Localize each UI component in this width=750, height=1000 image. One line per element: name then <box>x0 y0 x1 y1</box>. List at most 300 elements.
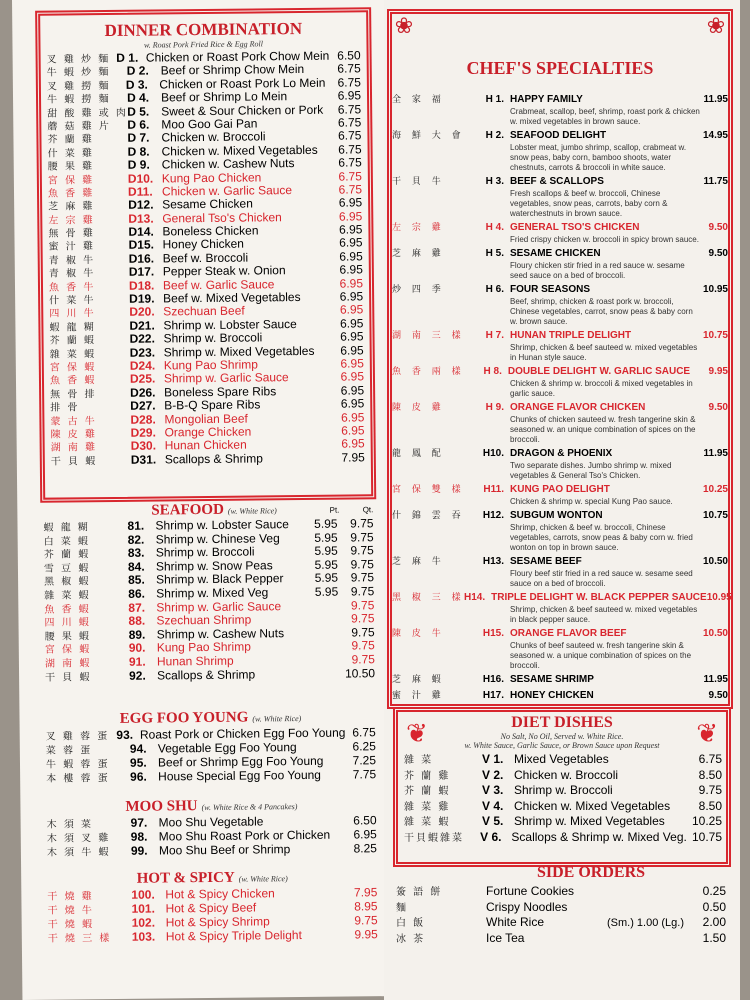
price-pint: 5.95 <box>314 516 338 531</box>
item-name: Sesame Chicken <box>162 196 253 212</box>
item-name: BEEF & SCALLOPS <box>510 176 604 187</box>
specialty-item <box>392 365 728 399</box>
item-name: Moo Goo Gai Pan <box>161 116 258 132</box>
item-price: 6.95 <box>340 409 365 425</box>
item-name: Chicken w. Mixed Vegetables <box>161 142 318 159</box>
chinese-name: 湖 南 三 樣 <box>392 331 465 341</box>
item-description: Shrimp, chicken & beef sauteed w. mixed vegetables in Hunan style sauce. <box>510 343 698 362</box>
item-name: Chicken or Roast Pork Lo Mein <box>159 75 326 92</box>
item-price: 14.95 <box>702 130 728 141</box>
item-price: 8.50 <box>698 798 722 813</box>
chinese-name: 蜜 汁 雞 <box>48 241 96 254</box>
seafood-subtitle: (w. White Rice) <box>227 506 277 516</box>
item-code: D17. <box>128 264 155 280</box>
item-code: 96. <box>130 769 147 784</box>
item-name: B-B-Q Spare Ribs <box>164 397 261 413</box>
specialty-item <box>392 509 728 553</box>
specialty-item <box>392 627 728 671</box>
item-price: 0.25 <box>702 884 726 898</box>
side-title: SIDE ORDERS <box>536 864 646 881</box>
item-price: 6.75 <box>352 725 376 740</box>
item-price: 10.75 <box>691 829 722 844</box>
item-name: Beef w. Mixed Vegetables <box>163 290 301 306</box>
item-name: Shrimp w. Lobster Sauce <box>163 316 297 333</box>
chinese-name: 冰 茶 <box>396 933 426 945</box>
chinese-name: 腰 果 雞 <box>47 161 95 173</box>
item-code: D10. <box>127 171 154 186</box>
item-name: SESAME SHRIMP <box>510 674 594 685</box>
item-price: 9.75 <box>354 913 378 928</box>
chinese-name: 宮 保 蝦 <box>44 644 92 657</box>
item-name: Moo Shu Roast Pork or Chicken <box>158 827 331 844</box>
price-quart: 9.75 <box>351 624 375 640</box>
item-name: GENERAL TSO'S CHICKEN <box>510 222 640 233</box>
specialty-header <box>392 591 732 605</box>
specialty-header <box>392 509 728 523</box>
item-price: 10.50 <box>702 556 728 567</box>
chinese-name: 叉 雞 撈 麵 <box>46 80 111 93</box>
item-code: 83. <box>127 545 145 561</box>
item-price: 6.50 <box>337 48 361 63</box>
hot-list <box>47 885 378 944</box>
item-code: D19. <box>129 291 155 306</box>
item-description: Chunks of chicken sauteed w. fresh tangerine skin & seasoned w. an unique combination of spices on the broccoli. <box>510 415 696 444</box>
chef-specialties-box <box>390 12 730 706</box>
diet-dishes-box <box>396 710 728 864</box>
item-name: DOUBLE DELIGHT W. GARLIC SAUCE <box>507 366 691 377</box>
chinese-name: 木 須 牛 蝦 <box>46 847 111 859</box>
item-code: D13. <box>128 211 154 226</box>
chinese-name: 菜 蓉 蛋 <box>45 745 93 757</box>
chinese-name: 雜 菜 蝦 <box>404 817 451 828</box>
item-description: Two separate dishes. Jumbo shrimp w. mixed vegetables & General Tso's Chicken. <box>510 461 672 480</box>
item-price: 6.95 <box>338 195 363 210</box>
item-price: 9.95 <box>708 366 728 377</box>
chinese-name: 木 須 菜 <box>46 819 94 831</box>
item-code: D30. <box>130 438 157 454</box>
item-code: D 5. <box>127 104 150 119</box>
specialty-header <box>392 447 728 461</box>
item-price: 6.95 <box>339 316 364 331</box>
item-name: Chicken w. Broccoli <box>161 129 266 145</box>
item-name: Shrimp w. Garlic Sauce <box>163 370 289 386</box>
menu-item-row <box>404 799 722 815</box>
item-price: 6.95 <box>340 329 364 344</box>
item-code: H16. <box>482 674 504 685</box>
item-price: 10.25 <box>691 814 722 828</box>
price-quart: 10.50 <box>344 665 376 681</box>
chinese-name: 簽 語 餅 <box>396 887 443 898</box>
item-code: 86. <box>128 586 145 601</box>
chinese-name: 宮 保 雙 樣 <box>392 485 465 495</box>
item-code: 100. <box>131 887 155 902</box>
item-code: H17. <box>482 690 504 701</box>
specialty-item <box>392 93 728 127</box>
item-description: Chicken & shrimp w. special Kung Pao sauce. <box>510 497 673 506</box>
item-code: H14. <box>464 592 486 603</box>
item-code: D28. <box>130 412 156 427</box>
item-name: SESAME CHICKEN <box>510 248 601 259</box>
item-name: Pepper Steak w. Onion <box>162 263 286 279</box>
item-price: 8.50 <box>698 767 722 782</box>
mooshu-title: MOO SHU <box>125 798 198 815</box>
item-price: 0.50 <box>702 899 726 914</box>
hot-section <box>47 868 378 944</box>
chinese-name: 雜 菜 雞 <box>404 801 451 813</box>
chinese-name: 干 燒 三 樣 <box>47 933 112 945</box>
item-price: 6.95 <box>340 369 365 384</box>
specialty-item <box>392 673 728 687</box>
item-description: Beef, shrimp, chicken & roast pork w. broccoli, Chinese vegetables, carrot, snow peas & baby corn w. brown sauce. <box>510 297 693 326</box>
chinese-name: 牛 蝦 蓉 蛋 <box>45 759 110 771</box>
item-price: 6.95 <box>338 222 363 237</box>
chinese-name: 陳 皮 牛 <box>392 629 445 639</box>
chinese-name: 魚 香 蝦 <box>44 603 91 616</box>
egg-subtitle: (w. White Rice) <box>252 714 302 724</box>
item-description: Chicken & shrimp w. broccoli & mixed vegetables in garlic sauce. <box>510 379 693 398</box>
item-code: 91. <box>128 654 146 669</box>
item-name: Mongolian Beef <box>164 411 248 426</box>
specialty-item <box>392 175 728 219</box>
chinese-name: 宮 保 蝦 <box>49 362 97 374</box>
item-price: 6.75 <box>337 75 361 90</box>
item-price: 6.95 <box>339 249 363 264</box>
seafood-section <box>43 500 375 684</box>
side-list <box>396 884 726 946</box>
item-price: 6.95 <box>340 383 365 398</box>
item-name: Mixed Vegetables <box>514 752 609 766</box>
item-name: Orange Chicken <box>164 424 252 440</box>
item-code: D24. <box>129 358 156 373</box>
price-quart: 9.75 <box>350 516 374 531</box>
item-name: Shrimp w. Mixed Vegetables <box>163 343 315 360</box>
chinese-name: 木 須 叉 雞 <box>46 833 111 845</box>
item-name: Shrimp w. Black Pepper <box>156 571 284 587</box>
price-quart: 9.75 <box>350 597 375 613</box>
hot-title: HOT & SPICY <box>136 869 235 887</box>
item-price: 11.95 <box>703 674 728 685</box>
specialty-header <box>392 365 728 379</box>
item-price: 6.75 <box>338 155 362 170</box>
chinese-name: 無 骨 雞 <box>48 228 95 240</box>
chinese-name: 黑 椒 蝦 <box>44 576 91 589</box>
item-description: Shrimp, chicken & beef sauteed w. mixed vegetables in black pepper sauce. <box>510 605 698 624</box>
chinese-name: 宮 保 雞 <box>47 174 95 187</box>
chinese-name: 芝 麻 蝦 <box>392 675 445 685</box>
chinese-name: 什 錦 雲 吞 <box>392 511 465 521</box>
price-pint: 5.95 <box>314 570 339 586</box>
chinese-name: 青 椒 牛 <box>48 255 96 267</box>
chinese-name: 黑 椒 三 樣 <box>392 593 465 603</box>
specialty-header <box>392 627 728 641</box>
item-name: TRIPLE DELIGHT W. BLACK PEPPER SAUCE <box>491 592 707 603</box>
price-quart: 9.75 <box>350 584 375 599</box>
specialty-item <box>392 329 728 363</box>
chinese-name: 芥 蘭 雞 <box>404 770 451 782</box>
item-price: 10.75 <box>702 510 728 521</box>
item-name: HAPPY FAMILY <box>510 94 583 105</box>
chinese-name: 什 菜 牛 <box>49 295 96 307</box>
specialty-header <box>392 129 728 143</box>
item-code: H10. <box>482 448 504 459</box>
item-code: 87. <box>128 600 146 615</box>
seafood-list <box>43 517 375 684</box>
specialty-item <box>392 447 728 481</box>
item-price: 1.50 <box>702 930 726 945</box>
specialty-item <box>392 247 728 281</box>
item-name: House Special Egg Foo Young <box>158 767 322 784</box>
chinese-name: 海 鮮 大 會 <box>392 131 465 141</box>
price-pint: 5.95 <box>314 584 339 599</box>
item-price: 6.95 <box>341 423 365 438</box>
item-name: KUNG PAO DELIGHT <box>510 484 610 495</box>
specialty-header <box>392 401 728 415</box>
corner-ornament-icon: ❀ <box>394 13 414 38</box>
item-name: Scallops & Shrimp w. Mixed Veg. <box>511 829 687 844</box>
item-name: Beef or Shrimp Lo Mein <box>160 89 288 105</box>
item-price: 7.25 <box>352 753 377 768</box>
specialty-header <box>392 175 728 189</box>
price-quart: 9.75 <box>350 543 374 558</box>
item-name: Shrimp w. Mixed Vegetables <box>514 814 665 828</box>
item-code: 98. <box>130 829 148 844</box>
specialty-item <box>392 221 728 245</box>
chef-list <box>392 93 732 703</box>
item-description: Chunks of beef sauteed w. fresh tangerine skin & seasoned w. a unique combination of spices on the broccoli. <box>510 641 692 670</box>
size-prices: (Sm.) 1.00 (Lg.) <box>606 917 684 929</box>
chinese-name: 炒 四 季 <box>392 285 445 295</box>
item-code: H11. <box>483 484 504 495</box>
item-name: Sweet & Sour Chicken or Pork <box>161 102 324 119</box>
chinese-name: 腰 果 蝦 <box>44 630 92 643</box>
chinese-name: 蜜 汁 雞 <box>392 691 445 701</box>
chinese-name: 蘑 菇 雞 片 <box>47 120 111 133</box>
item-code: H 6. <box>485 284 504 295</box>
item-code: 88. <box>128 613 146 628</box>
item-price: 6.95 <box>339 302 364 318</box>
item-code: 103. <box>131 929 156 944</box>
specialty-header <box>392 283 728 297</box>
item-code: V 1. <box>482 752 504 766</box>
item-code: 102. <box>131 915 156 930</box>
specialty-item <box>392 591 732 625</box>
item-code: D 1. <box>116 50 139 65</box>
specialty-item <box>392 283 728 327</box>
item-code: H 9. <box>485 402 504 413</box>
item-name: Beef or Shrimp Egg Foo Young <box>157 753 324 770</box>
item-name: Beef or Shrimp Chow Mein <box>160 62 305 78</box>
item-code: D27. <box>130 398 156 413</box>
item-price: 6.75 <box>337 115 362 130</box>
item-price: 6.95 <box>340 356 364 371</box>
egg-section <box>45 708 376 784</box>
item-name: DRAGON & PHOENIX <box>510 448 613 459</box>
chinese-name: 全 家 福 <box>392 95 445 105</box>
item-code: V 5. <box>482 814 504 828</box>
item-name: Hot & Spicy Shrimp <box>165 914 270 930</box>
egg-list <box>46 725 377 784</box>
chinese-name: 蝦 龍 糊 <box>43 522 90 534</box>
chinese-name: 白 菜 蝦 <box>43 535 91 548</box>
item-code: D15. <box>128 237 155 253</box>
price-pint: 5.95 <box>314 557 339 572</box>
price-quart: 9.75 <box>351 611 375 626</box>
item-name: Kung Pao Chicken <box>161 169 262 185</box>
dinner-list <box>41 47 371 468</box>
chinese-name: 魚 香 蝦 <box>49 375 97 387</box>
item-price: 10.50 <box>702 628 728 639</box>
diet-note-2: w. White Sauce, Garlic Sauce, or Brown Sauce upon Request <box>464 741 660 750</box>
item-code: D 6. <box>127 117 150 132</box>
item-price: 7.95 <box>341 450 365 465</box>
item-name: ORANGE FLAVOR CHICKEN <box>510 402 646 413</box>
item-description: Shrimp, chicken & beef w. broccoli, Chinese vegetables, carrots, snow peas & baby corn w. fried wonton on top in brown sauce. <box>510 523 693 552</box>
mooshu-subtitle: (w. White Rice & 4 Pancakes) <box>201 802 298 813</box>
item-name: Moo Shu Vegetable <box>158 814 264 830</box>
item-name: Hot & Spicy Beef <box>165 900 257 916</box>
item-code: 81. <box>127 518 145 533</box>
item-code: D 3. <box>125 77 148 92</box>
chinese-name: 左 宗 雞 <box>48 214 95 227</box>
item-price: 6.95 <box>339 235 363 251</box>
item-price: 6.75 <box>338 182 363 197</box>
item-name: Scallops & Shrimp <box>157 667 256 683</box>
item-code: D31. <box>130 452 157 467</box>
item-name: FOUR SEASONS <box>510 284 591 295</box>
item-code: H 4. <box>485 222 504 233</box>
chinese-name: 麵 <box>396 902 408 914</box>
item-price: 6.75 <box>337 101 362 117</box>
item-name: Boneless Chicken <box>162 223 259 239</box>
item-code: H 8. <box>483 366 502 377</box>
item-name: Hot & Spicy Triple Delight <box>165 928 302 944</box>
chinese-name: 蝦 龍 糊 <box>49 321 96 334</box>
chinese-name: 龍 鳳 配 <box>392 449 445 459</box>
chinese-name: 叉 雞 蓉 蛋 <box>45 731 110 743</box>
corner-ornament-icon: ❀ <box>706 13 726 38</box>
item-code: D18. <box>128 278 155 293</box>
side-orders-section <box>396 864 726 946</box>
item-price: 11.75 <box>703 176 728 187</box>
item-price: 9.75 <box>698 783 722 797</box>
item-name: Beef w. Broccoli <box>162 250 249 266</box>
chinese-name: 四 川 牛 <box>49 308 96 321</box>
item-code: D21. <box>129 318 155 333</box>
chinese-name: 本 樓 蓉 蛋 <box>46 773 110 785</box>
chinese-name: 叉 雞 炒 麵 <box>46 53 111 66</box>
item-name: Vegetable Egg Foo Young <box>157 740 297 756</box>
item-name: Shrimp w. Broccoli <box>163 330 263 346</box>
item-price: 6.95 <box>338 209 363 224</box>
item-code: H 3. <box>485 176 504 187</box>
item-description: Floury beef stir fried in a red sauce w. sesame seed sauce on a bed of broccoli. <box>510 569 693 588</box>
specialty-header <box>392 247 728 261</box>
item-name: Szechuan Shrimp <box>156 612 252 628</box>
dancer-icon: ❦ <box>406 718 428 748</box>
specialty-header <box>392 221 728 235</box>
item-code: D 9. <box>127 157 150 172</box>
item-name: Chicken w. Cashew Nuts <box>161 156 295 172</box>
specialty-header <box>392 673 728 687</box>
item-price: 9.50 <box>708 222 728 233</box>
chinese-name: 干 貝 蝦 <box>45 671 92 684</box>
specialty-header <box>392 689 728 703</box>
item-code: 99. <box>130 843 148 858</box>
item-price: 10.75 <box>702 330 728 341</box>
item-description: Fresh scallops & beef w. broccoli, Chinese vegetables, snow peas, carrots, baby corn & waterchestnuts in brown sauce. <box>510 189 668 218</box>
dinner-subtitle: w. Roast Pork Fried Rice & Egg Roll <box>143 39 263 50</box>
item-price: 9.50 <box>708 248 728 259</box>
side-item-row <box>396 900 726 916</box>
chinese-name: 陳 皮 雞 <box>50 429 97 441</box>
item-code: H12. <box>482 510 504 521</box>
item-price: 6.95 <box>339 289 364 304</box>
item-code: H15. <box>482 628 504 639</box>
item-name: Boneless Spare Ribs <box>164 384 277 400</box>
chinese-name: 干 燒 雞 <box>47 891 94 903</box>
item-code: V 4. <box>482 798 504 813</box>
item-price: 8.95 <box>354 899 378 914</box>
chinese-name: 牛 蝦 撈 麵 <box>46 94 111 106</box>
item-price: 10.95 <box>706 592 732 603</box>
item-name: General Tso's Chicken <box>162 209 282 226</box>
item-code: D12. <box>128 197 154 213</box>
chinese-name: 芥 蘭 蝦 <box>43 549 91 561</box>
chinese-name: 排 骨 <box>50 402 80 414</box>
dancer-icon: ❦ <box>696 718 718 748</box>
item-name: Hot & Spicy Chicken <box>165 886 275 902</box>
item-description: Fried crispy chicken w. broccoli in spicy brown sauce. <box>510 235 699 244</box>
menu-item-row <box>404 814 722 830</box>
price-quart: 9.75 <box>350 570 375 585</box>
item-code: V 3. <box>482 783 504 797</box>
side-item-row <box>396 915 726 931</box>
chinese-name: 白 飯 <box>396 918 426 929</box>
item-code: H13. <box>482 556 504 567</box>
chinese-name: 甜 酸 雞 或 肉 <box>47 107 128 120</box>
side-item-row <box>396 931 726 947</box>
price-quart: 9.75 <box>350 557 374 572</box>
item-code: 94. <box>129 741 147 756</box>
chinese-name: 魚 香 牛 <box>48 281 96 294</box>
item-code: 97. <box>130 815 148 830</box>
item-name: Kung Pao Shrimp <box>156 639 251 655</box>
item-name: SEAFOOD DELIGHT <box>510 130 607 141</box>
item-code: D25. <box>129 371 156 387</box>
item-name: Shrimp w. Cashew Nuts <box>156 625 285 642</box>
chinese-name: 什 菜 雞 <box>47 147 95 160</box>
price-pint: 5.95 <box>314 530 338 545</box>
chinese-name: 蒙 古 牛 <box>50 415 97 428</box>
price-quart: 9.75 <box>351 638 375 653</box>
menu-item-row <box>404 752 722 768</box>
item-price: 7.95 <box>353 885 378 900</box>
specialty-item <box>392 401 728 445</box>
chinese-name: 左 宗 雞 <box>392 223 445 233</box>
item-code: D16. <box>128 251 155 266</box>
chinese-name: 芥 蘭 雞 <box>47 134 94 146</box>
menu-item-row <box>404 783 722 799</box>
item-description: Lobster meat, jumbo shrimp, scallop, crabmeat w. snow peas, baby corn, bamboo shoots, water chestnuts, carrots & broccoli in white sauce. <box>510 143 687 172</box>
item-code: D14. <box>128 224 154 239</box>
item-code: 92. <box>129 668 146 683</box>
item-price: 6.75 <box>338 128 362 143</box>
item-code: 95. <box>129 755 147 770</box>
item-name: Shrimp w. Garlic Sauce <box>156 598 282 615</box>
chinese-name: 芝 麻 雞 <box>392 249 445 259</box>
item-code: H 1. <box>485 94 504 105</box>
item-code: D 8. <box>127 144 150 159</box>
